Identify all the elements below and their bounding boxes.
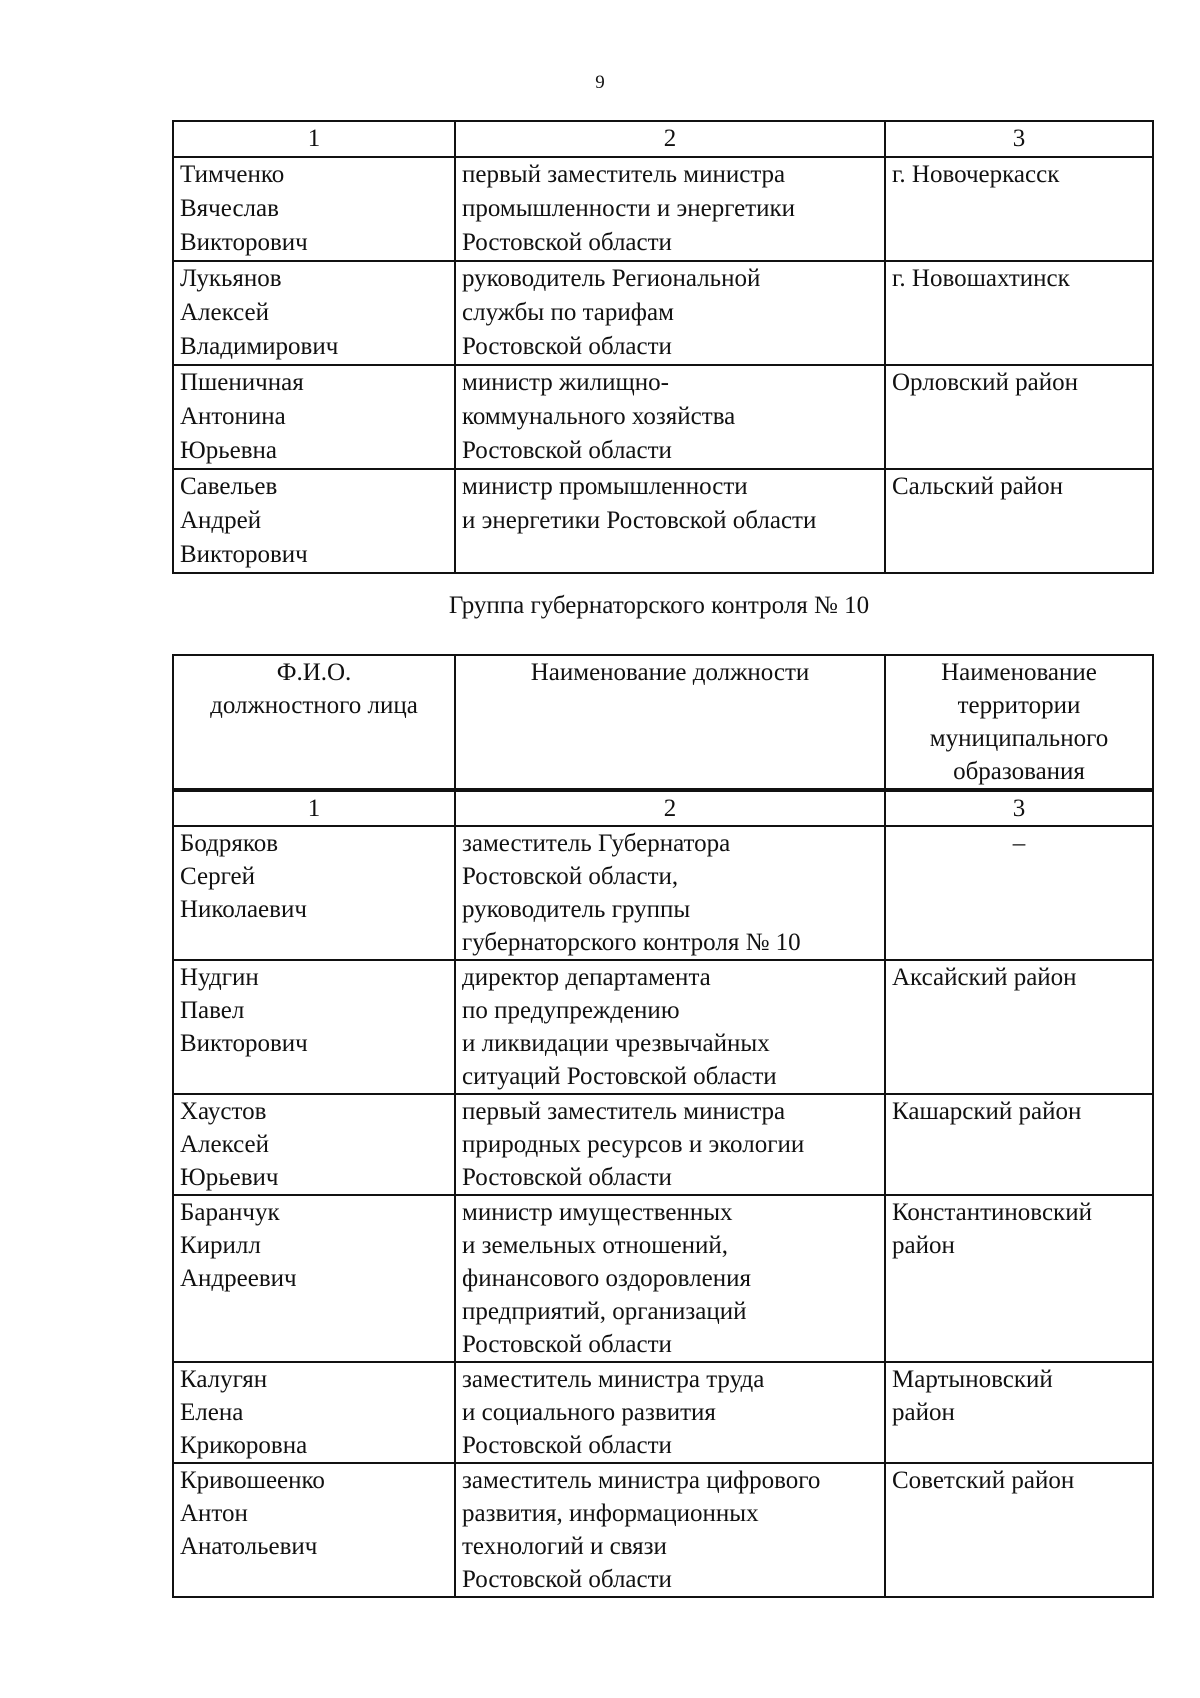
official-name: Лукьянов Алексей Владимирович [173, 261, 455, 365]
official-name: Баранчук Кирилл Андреевич [173, 1195, 455, 1362]
table-row [173, 1362, 1153, 1463]
table-row [173, 157, 1153, 261]
table-row [173, 960, 1153, 1094]
official-name: Пшеничная Антонина Юрьевна [173, 365, 455, 469]
territory-name: Орловский район [885, 365, 1153, 469]
column-number: 1 [173, 790, 455, 826]
official-position: министр имущественных и земельных отношений, финансового оздоровления предприятий, организаций Ростовской области [455, 1195, 885, 1362]
column-number: 2 [455, 790, 885, 826]
territory-name: Мартыновский район [885, 1362, 1153, 1463]
territory-name: Кашарский район [885, 1094, 1153, 1195]
column-number: 2 [455, 121, 885, 157]
territory-name: г. Новошахтинск [885, 261, 1153, 365]
territory-name: Советский район [885, 1463, 1153, 1597]
official-position: директор департамента по предупреждению и ликвидации чрезвычайных ситуаций Ростовской области [455, 960, 885, 1094]
column-number: 1 [173, 121, 455, 157]
territory-name: Аксайский район [885, 960, 1153, 1094]
official-name: Калугян Елена Крикоровна [173, 1362, 455, 1463]
group-10-officials-table [172, 654, 1154, 1598]
page-number: 9 [595, 72, 605, 93]
column-number-row [173, 790, 1153, 826]
official-position: заместитель министра цифрового развития, информационных технологий и связи Ростовской области [455, 1463, 885, 1597]
table-row [173, 826, 1153, 960]
official-position: заместитель министра труда и социального развития Ростовской области [455, 1362, 885, 1463]
official-position: министр жилищно- коммунального хозяйства Ростовской области [455, 365, 885, 469]
official-position: заместитель Губернатора Ростовской области, руководитель группы губернаторского контроля № 10 [455, 826, 885, 960]
official-name: Кривошеенко Антон Анатольевич [173, 1463, 455, 1597]
territory-name: Константиновский район [885, 1195, 1153, 1362]
table-row [173, 1094, 1153, 1195]
table-row [173, 365, 1153, 469]
column-number: 3 [885, 121, 1153, 157]
column-number: 3 [885, 790, 1153, 826]
column-number-row [173, 121, 1153, 157]
officials-table-continued [172, 120, 1154, 574]
table-row [173, 1195, 1153, 1362]
official-position: руководитель Региональной службы по тарифам Ростовской области [455, 261, 885, 365]
official-name: Хаустов Алексей Юрьевич [173, 1094, 455, 1195]
table-header-row [173, 655, 1153, 790]
official-position: первый заместитель министра промышленности и энергетики Ростовской области [455, 157, 885, 261]
official-position: первый заместитель министра природных ресурсов и экологии Ростовской области [455, 1094, 885, 1195]
official-name: Савельев Андрей Викторович [173, 469, 455, 573]
group-title: Группа губернаторского контроля № 10 [448, 592, 870, 619]
header-territory: Наименование территории муниципального образования [885, 655, 1153, 790]
official-name: Нудгин Павел Викторович [173, 960, 455, 1094]
header-official-name: Ф.И.О. должностного лица [173, 655, 455, 790]
official-name: Тимченко Вячеслав Викторович [173, 157, 455, 261]
territory-name: – [885, 826, 1153, 960]
header-position: Наименование должности [455, 655, 885, 790]
official-position: министр промышленности и энергетики Ростовской области [455, 469, 885, 573]
table-row [173, 469, 1153, 573]
table-row [173, 261, 1153, 365]
territory-name: г. Новочеркасск [885, 157, 1153, 261]
territory-name: Сальский район [885, 469, 1153, 573]
official-name: Бодряков Сергей Николаевич [173, 826, 455, 960]
table-row [173, 1463, 1153, 1597]
